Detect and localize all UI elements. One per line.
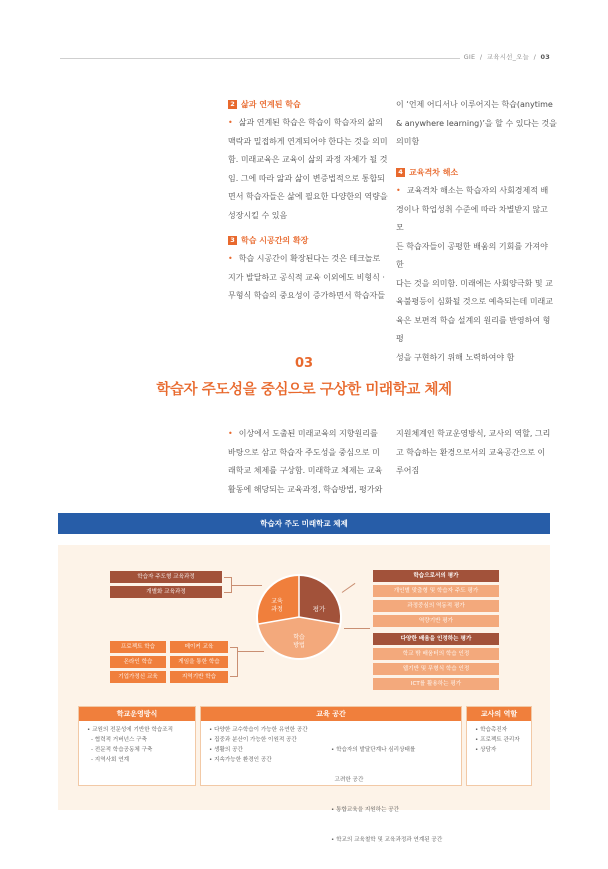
list-item: • 통합교육을 지원하는 공간 — [331, 807, 400, 813]
body-line: 든 학습자들이 공평한 배움의 기회를 가져야 한 — [396, 241, 548, 269]
intro-left — [228, 425, 394, 499]
section-3-body — [228, 250, 394, 306]
curriculum-item: 학습자 주도형 교육과정 — [110, 571, 222, 583]
evaluation-group2-header: 다양한 배움을 인정하는 평가 — [373, 633, 499, 645]
body-line: 의미함 — [396, 137, 420, 146]
section-4-title: 교육격차 해소 — [409, 168, 459, 177]
body-line: 활동에 해당되는 교육과정, 학습방법, 평가와 — [228, 484, 383, 494]
body-line: 육불평등이 심화될 것으로 예측되는데 미래교 — [396, 297, 554, 306]
method-item: 기업가정신 교육 — [110, 671, 166, 683]
evaluation-item: 웹기반 및 무형식 학습 인정 — [373, 663, 499, 675]
list-item: • 지속가능한 환경인 공간 — [209, 757, 272, 763]
method-item: 온라인 학습 — [110, 656, 166, 668]
pie-label-line: 교육 — [271, 598, 283, 605]
magazine-label: 교육시선_오늘 — [486, 53, 530, 61]
body-line: 바탕으로 삼고 학습자 주도성을 중심으로 미 — [228, 447, 380, 457]
chapter-number: 03 — [294, 356, 314, 371]
operation-box-title: 학교운영방식 — [79, 707, 195, 721]
teacher-box — [466, 706, 532, 786]
body-line: 지원체계인 학교운영방식, 교사의 역할, 그리 — [396, 429, 551, 438]
evaluation-item: ICT를 활용하는 평가 — [373, 678, 499, 690]
evaluation-item: 학교 밖 배움터의 학습 인정 — [373, 648, 499, 660]
running-header — [60, 52, 550, 64]
body-line: 루어짐 — [396, 466, 420, 475]
section-2 — [228, 98, 394, 225]
section-3-title: 학습 시공간의 확장 — [241, 236, 309, 245]
curriculum-bracket — [224, 577, 232, 593]
body-text: 교육격차 해소는 학습자의 사회경제적 배 — [406, 186, 549, 195]
body-line: 임. 그에 따라 앎과 삶이 변증법적으로 통합되 — [228, 173, 385, 183]
pie-label-evaluation: 평가 — [312, 605, 326, 613]
section-4-body — [396, 182, 558, 367]
page-number: 03 — [540, 53, 550, 61]
body-line: • 교육격차 해소는 학습자의 사회경제적 배 — [396, 186, 549, 195]
intro-right — [396, 425, 558, 481]
body-line: • 삶과 연계된 학습은 학습이 학습자의 삶의 — [228, 118, 383, 127]
list-item: • 집중과 분산이 가능한 이원적 공간 — [209, 737, 297, 743]
pie-label-line: 학습 — [293, 634, 305, 641]
body-line: • 이상에서 도출된 미래교육의 지향원리를 — [228, 429, 378, 438]
pie-slice-evaluation — [299, 576, 340, 624]
body-line: 경이나 학업성취 수준에 따라 차별받지 않고 모 — [396, 204, 548, 232]
operation-box — [78, 706, 196, 786]
teacher-list — [467, 721, 531, 755]
body-line: 다는 것을 의미함. 미래에는 사회양극화 및 교 — [396, 278, 553, 288]
body-line: 성장시킬 수 있음 — [228, 210, 288, 220]
body-text: 삶과 연계된 학습은 학습이 학습자의 삶의 — [238, 118, 383, 127]
section-3-heading — [228, 234, 394, 248]
list-item: • 학습촉진자 — [475, 727, 508, 733]
method-bracket — [230, 647, 238, 677]
space-box — [200, 706, 462, 843]
list-item: • 다양한 교수학습이 가능한 유연한 공간 — [209, 727, 308, 733]
body-line: & anywhere learning)’을 할 수 있다는 것을 — [396, 118, 557, 128]
header-meta: GIE / 교육시선_오늘 / 03 — [463, 53, 550, 61]
section-2-body — [228, 114, 394, 225]
pie-label-line: 방법 — [293, 642, 305, 649]
section-4 — [396, 166, 558, 367]
list-item: - 지역사회 연계 — [91, 757, 129, 763]
body-line: 성을 구현하기 위해 노력하여야 함 — [396, 352, 515, 362]
chapter-title: 학습자 주도성을 중심으로 구상한 미래학교 체제 — [156, 382, 452, 398]
body-line: 고 학습하는 환경으로서의 교육공간으로 이 — [396, 447, 546, 457]
brand-label: GIE — [463, 53, 476, 61]
section-2-heading — [228, 98, 394, 112]
body-line: 육은 보편적 학습 설계의 원리를 반영하여 형평 — [396, 315, 551, 343]
section-3-continued — [396, 96, 558, 152]
evaluation-item: 개인별 맞춤형 및 학습자 주도 평가 — [373, 585, 499, 597]
body-line: 함. 미래교육은 교육이 삶의 과정 자체가 될 것 — [228, 155, 388, 164]
figure-title-bar: 학습자 주도 미래학교 체제 — [58, 513, 550, 534]
list-item: - 협력적 거버넌스 구축 — [91, 737, 147, 743]
pie-label-line: 과정 — [271, 606, 283, 613]
body-line: 지가 발달하고 공식적 교육 이외에도 비형식 · — [228, 272, 385, 282]
evaluation-group1-header: 학습으로서의 평가 — [373, 570, 499, 582]
operation-list — [79, 721, 195, 765]
list-item: • 프로젝트 관리자 — [475, 737, 520, 743]
pie-label-curriculum — [271, 598, 283, 613]
body-line: 래학교 체제를 구상함. 미래학교 체제는 교육 — [228, 466, 383, 475]
section-2-number: 2 — [228, 100, 237, 109]
list-item: 고려한 공간 — [331, 777, 364, 783]
space-box-title: 교육 공간 — [201, 707, 461, 721]
method-item: 지역기반 학습 — [170, 671, 228, 683]
section-2-title: 삶과 연계된 학습 — [241, 100, 301, 109]
evaluation-item: 과정중심의 역동적 평가 — [373, 600, 499, 612]
section-3-number: 3 — [228, 236, 237, 245]
section-4-heading — [396, 166, 558, 180]
body-text: 이상에서 도출된 미래교육의 지향원리를 — [238, 429, 378, 438]
list-item: • 학교의 교육철학 및 교육과정과 연계된 공간 — [331, 837, 443, 843]
list-item: • 교원의 전문성에 기반한 학습조직 — [87, 727, 174, 733]
method-item: 프로젝트 학습 — [110, 641, 166, 653]
list-item: • 학습자의 발달단계나 심리상태를 — [331, 747, 416, 753]
body-line: • 학습 시공간이 확장된다는 것은 테크놀로 — [228, 254, 381, 263]
space-list-col1 — [201, 721, 308, 765]
list-item: • 상담자 — [475, 747, 497, 753]
evaluation-item: 역량기반 평가 — [373, 615, 499, 627]
body-line: 면서 학습자들은 삶에 필요한 다양한의 역량을 — [228, 192, 388, 201]
evaluation-connector-bottom — [344, 628, 370, 629]
body-line: 이 ‘언제 어디서나 이루어지는 학습(anytime — [396, 100, 553, 109]
method-item: 게임을 통한 학습 — [170, 656, 228, 668]
body-text: 학습 시공간이 확장된다는 것은 테크놀로 — [238, 254, 381, 263]
pie-diagram — [255, 573, 343, 661]
space-list-col2 — [323, 721, 442, 865]
method-item: 메이커 교육 — [170, 641, 228, 653]
curriculum-item: 개별화 교육과정 — [110, 586, 222, 598]
header-rule — [60, 58, 460, 59]
list-item: • 생활의 공간 — [209, 747, 243, 753]
section-4-number: 4 — [396, 168, 405, 177]
section-3 — [228, 234, 394, 306]
teacher-box-title: 교사의 역할 — [467, 707, 531, 721]
body-line: 무형식 학습의 중요성이 증가하면서 학습자들 — [228, 291, 386, 300]
list-item: - 전문적 학습공동체 구축 — [91, 747, 153, 753]
body-line: 맥락과 밀접하게 연계되어야 한다는 것을 의미 — [228, 136, 388, 146]
